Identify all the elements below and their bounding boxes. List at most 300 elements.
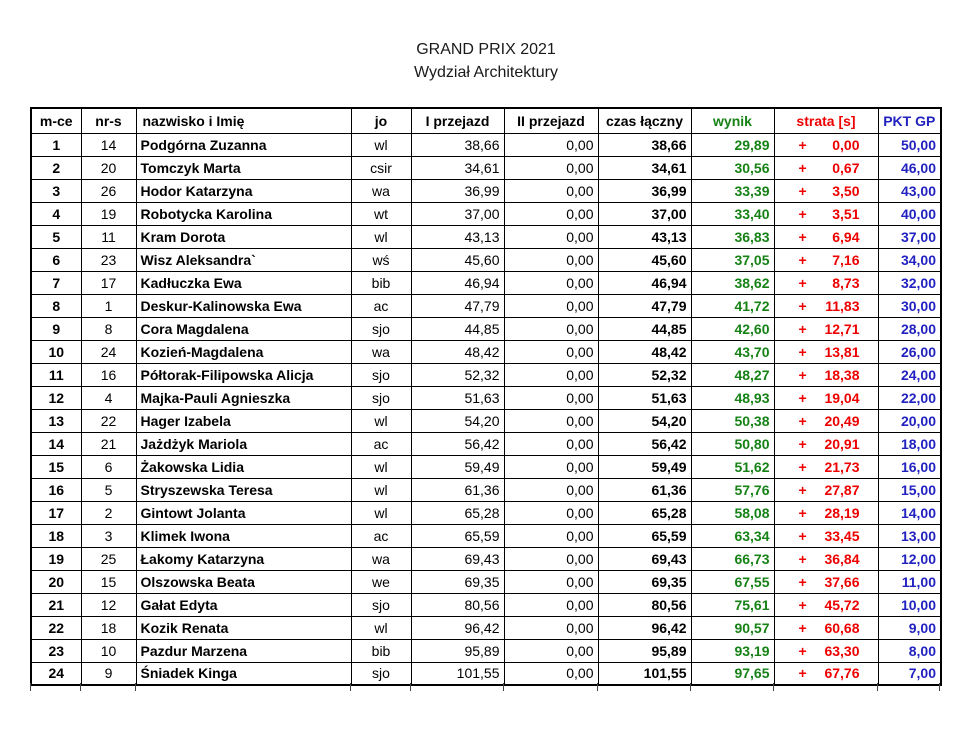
cell-total: 69,35 — [598, 570, 691, 593]
table-row — [31, 363, 941, 386]
cell-bib: 15 — [81, 570, 136, 593]
cell-place: 16 — [31, 478, 81, 501]
loss-plus-sign: + — [798, 320, 807, 337]
cell-bib: 22 — [81, 409, 136, 432]
table-row — [31, 409, 941, 432]
cell-points: 22,00 — [878, 386, 941, 409]
cell-run1: 34,61 — [411, 156, 504, 179]
table-row — [31, 248, 941, 271]
cell-points: 34,00 — [878, 248, 941, 271]
cell-loss — [774, 386, 878, 409]
cell-loss — [774, 639, 878, 662]
cell-run2: 0,00 — [504, 455, 598, 478]
cell-jo: wa — [351, 547, 411, 570]
cell-jo: wl — [351, 133, 411, 156]
table-row — [31, 616, 941, 639]
cell-loss — [774, 317, 878, 340]
cell-loss — [774, 662, 878, 685]
cell-points: 32,00 — [878, 271, 941, 294]
cell-jo: wś — [351, 248, 411, 271]
cell-bib: 21 — [81, 432, 136, 455]
cell-place: 9 — [31, 317, 81, 340]
table-row — [31, 639, 941, 662]
cell-run2: 0,00 — [504, 386, 598, 409]
cell-result: 51,62 — [691, 455, 774, 478]
cell-name: Śniadek Kinga — [136, 662, 351, 685]
loss-plus-sign: + — [798, 182, 807, 199]
loss-value: 27,87 — [824, 481, 860, 498]
cell-result: 63,34 — [691, 524, 774, 547]
cell-jo: ac — [351, 294, 411, 317]
header-loss: strata [s] — [774, 108, 878, 133]
cell-jo: sjo — [351, 317, 411, 340]
cell-run2: 0,00 — [504, 570, 598, 593]
loss-value: 6,94 — [832, 228, 860, 245]
table-row — [31, 432, 941, 455]
table-bottom-gridline-stubs — [30, 683, 940, 691]
cell-result: 37,05 — [691, 248, 774, 271]
cell-name: Jażdżyk Mariola — [136, 432, 351, 455]
cell-result: 93,19 — [691, 639, 774, 662]
loss-value: 11,83 — [825, 297, 860, 314]
cell-loss — [774, 455, 878, 478]
loss-plus-sign: + — [798, 205, 807, 222]
cell-jo: ac — [351, 524, 411, 547]
loss-plus-sign: + — [798, 550, 807, 567]
cell-result: 41,72 — [691, 294, 774, 317]
table-row — [31, 478, 941, 501]
loss-value: 37,66 — [824, 573, 860, 590]
table-row — [31, 570, 941, 593]
cell-run2: 0,00 — [504, 271, 598, 294]
cell-loss — [774, 547, 878, 570]
cell-run1: 36,99 — [411, 179, 504, 202]
loss-plus-sign: + — [798, 596, 807, 613]
cell-run1: 65,59 — [411, 524, 504, 547]
cell-total: 80,56 — [598, 593, 691, 616]
cell-points: 30,00 — [878, 294, 941, 317]
cell-name: Klimek Iwona — [136, 524, 351, 547]
cell-jo: sjo — [351, 386, 411, 409]
cell-run2: 0,00 — [504, 294, 598, 317]
cell-run1: 80,56 — [411, 593, 504, 616]
table-row — [31, 524, 941, 547]
cell-bib: 12 — [81, 593, 136, 616]
cell-points: 24,00 — [878, 363, 941, 386]
cell-name: Hager Izabela — [136, 409, 351, 432]
cell-total: 45,60 — [598, 248, 691, 271]
cell-run2: 0,00 — [504, 409, 598, 432]
cell-total: 52,32 — [598, 363, 691, 386]
cell-points: 9,00 — [878, 616, 941, 639]
cell-place: 11 — [31, 363, 81, 386]
cell-run2: 0,00 — [504, 662, 598, 685]
cell-jo: wt — [351, 202, 411, 225]
cell-result: 29,89 — [691, 133, 774, 156]
cell-total: 48,42 — [598, 340, 691, 363]
cell-result: 58,08 — [691, 501, 774, 524]
cell-total: 96,42 — [598, 616, 691, 639]
table-row — [31, 501, 941, 524]
cell-loss — [774, 501, 878, 524]
loss-value: 20,49 — [824, 412, 860, 429]
cell-name: Wisz Aleksandra` — [136, 248, 351, 271]
cell-points: 16,00 — [878, 455, 941, 478]
cell-place: 12 — [31, 386, 81, 409]
cell-result: 66,73 — [691, 547, 774, 570]
cell-bib: 24 — [81, 340, 136, 363]
cell-loss — [774, 524, 878, 547]
cell-jo: csir — [351, 156, 411, 179]
cell-points: 11,00 — [878, 570, 941, 593]
loss-plus-sign: + — [798, 481, 807, 498]
cell-result: 38,62 — [691, 271, 774, 294]
cell-points: 26,00 — [878, 340, 941, 363]
cell-run1: 96,42 — [411, 616, 504, 639]
cell-result: 30,56 — [691, 156, 774, 179]
cell-total: 65,59 — [598, 524, 691, 547]
loss-value: 28,19 — [824, 504, 860, 521]
header-place: m-ce — [31, 108, 81, 133]
cell-place: 13 — [31, 409, 81, 432]
cell-run1: 101,55 — [411, 662, 504, 685]
cell-place: 10 — [31, 340, 81, 363]
cell-run1: 61,36 — [411, 478, 504, 501]
loss-plus-sign: + — [798, 136, 807, 153]
cell-result: 50,80 — [691, 432, 774, 455]
cell-result: 48,93 — [691, 386, 774, 409]
loss-value: 33,45 — [824, 527, 860, 544]
cell-name: Podgórna Zuzanna — [136, 133, 351, 156]
loss-value: 3,50 — [832, 182, 860, 199]
cell-place: 5 — [31, 225, 81, 248]
cell-place: 21 — [31, 593, 81, 616]
cell-place: 15 — [31, 455, 81, 478]
cell-total: 43,13 — [598, 225, 691, 248]
cell-name: Półtorak-Filipowska Alicja — [136, 363, 351, 386]
loss-plus-sign: + — [798, 435, 807, 452]
cell-run1: 43,13 — [411, 225, 504, 248]
cell-jo: we — [351, 570, 411, 593]
cell-run1: 59,49 — [411, 455, 504, 478]
loss-plus-sign: + — [798, 504, 807, 521]
header-total: czas łączny — [598, 108, 691, 133]
loss-plus-sign: + — [798, 343, 807, 360]
cell-bib: 20 — [81, 156, 136, 179]
cell-run2: 0,00 — [504, 616, 598, 639]
cell-bib: 6 — [81, 455, 136, 478]
cell-loss — [774, 432, 878, 455]
cell-result: 33,40 — [691, 202, 774, 225]
loss-value: 20,91 — [824, 435, 860, 452]
cell-name: Deskur-Kalinowska Ewa — [136, 294, 351, 317]
cell-run2: 0,00 — [504, 225, 598, 248]
cell-run2: 0,00 — [504, 432, 598, 455]
cell-points: 18,00 — [878, 432, 941, 455]
table-row — [31, 133, 941, 156]
loss-plus-sign: + — [798, 159, 807, 176]
loss-plus-sign: + — [798, 366, 807, 383]
cell-total: 95,89 — [598, 639, 691, 662]
cell-run1: 52,32 — [411, 363, 504, 386]
cell-bib: 11 — [81, 225, 136, 248]
cell-place: 18 — [31, 524, 81, 547]
loss-value: 13,81 — [824, 343, 860, 360]
loss-value: 45,72 — [824, 596, 860, 613]
cell-points: 20,00 — [878, 409, 941, 432]
loss-plus-sign: + — [798, 297, 807, 314]
header-run2: II przejazd — [504, 108, 598, 133]
loss-value: 8,73 — [832, 274, 860, 291]
cell-run2: 0,00 — [504, 248, 598, 271]
cell-bib: 2 — [81, 501, 136, 524]
header-name: nazwisko i Imię — [136, 108, 351, 133]
cell-name: Kadłuczka Ewa — [136, 271, 351, 294]
cell-run1: 65,28 — [411, 501, 504, 524]
cell-points: 43,00 — [878, 179, 941, 202]
loss-plus-sign: + — [798, 228, 807, 245]
cell-total: 34,61 — [598, 156, 691, 179]
cell-loss — [774, 271, 878, 294]
cell-place: 1 — [31, 133, 81, 156]
cell-bib: 16 — [81, 363, 136, 386]
cell-place: 8 — [31, 294, 81, 317]
header-points: PKT GP — [878, 108, 941, 133]
cell-result: 33,39 — [691, 179, 774, 202]
cell-bib: 26 — [81, 179, 136, 202]
title-line-2: Wydział Architektury — [414, 64, 558, 81]
cell-total: 46,94 — [598, 271, 691, 294]
title-line-1: GRAND PRIX 2021 — [416, 41, 556, 58]
cell-place: 2 — [31, 156, 81, 179]
cell-bib: 3 — [81, 524, 136, 547]
cell-name: Cora Magdalena — [136, 317, 351, 340]
cell-run1: 48,42 — [411, 340, 504, 363]
cell-jo: wl — [351, 616, 411, 639]
cell-run2: 0,00 — [504, 593, 598, 616]
loss-plus-sign: + — [798, 274, 807, 291]
cell-bib: 10 — [81, 639, 136, 662]
cell-run1: 51,63 — [411, 386, 504, 409]
cell-points: 28,00 — [878, 317, 941, 340]
cell-points: 37,00 — [878, 225, 941, 248]
cell-bib: 19 — [81, 202, 136, 225]
cell-place: 6 — [31, 248, 81, 271]
cell-jo: wa — [351, 179, 411, 202]
cell-run2: 0,00 — [504, 317, 598, 340]
cell-run1: 95,89 — [411, 639, 504, 662]
loss-plus-sign: + — [798, 573, 807, 590]
cell-bib: 23 — [81, 248, 136, 271]
cell-total: 47,79 — [598, 294, 691, 317]
cell-total: 65,28 — [598, 501, 691, 524]
cell-result: 36,83 — [691, 225, 774, 248]
table-row — [31, 547, 941, 570]
cell-points: 8,00 — [878, 639, 941, 662]
cell-run1: 47,79 — [411, 294, 504, 317]
loss-value: 12,71 — [824, 320, 860, 337]
cell-place: 23 — [31, 639, 81, 662]
cell-jo: sjo — [351, 593, 411, 616]
loss-plus-sign: + — [798, 389, 807, 406]
cell-result: 48,27 — [691, 363, 774, 386]
cell-bib: 8 — [81, 317, 136, 340]
cell-points: 7,00 — [878, 662, 941, 685]
table-row — [31, 455, 941, 478]
cell-run2: 0,00 — [504, 202, 598, 225]
cell-bib: 9 — [81, 662, 136, 685]
table-row — [31, 225, 941, 248]
cell-bib: 4 — [81, 386, 136, 409]
header-row — [31, 108, 941, 133]
cell-name: Łakomy Katarzyna — [136, 547, 351, 570]
loss-plus-sign: + — [798, 619, 807, 636]
cell-run1: 69,43 — [411, 547, 504, 570]
cell-name: Kram Dorota — [136, 225, 351, 248]
table-row — [31, 340, 941, 363]
cell-run1: 46,94 — [411, 271, 504, 294]
table-row — [31, 156, 941, 179]
results-table — [30, 107, 942, 686]
cell-place: 24 — [31, 662, 81, 685]
loss-value: 0,00 — [832, 136, 860, 153]
page-title — [0, 38, 972, 84]
cell-result: 75,61 — [691, 593, 774, 616]
header-result: wynik — [691, 108, 774, 133]
cell-name: Pazdur Marzena — [136, 639, 351, 662]
cell-name: Stryszewska Teresa — [136, 478, 351, 501]
cell-loss — [774, 202, 878, 225]
cell-run1: 54,20 — [411, 409, 504, 432]
cell-place: 19 — [31, 547, 81, 570]
cell-jo: wa — [351, 340, 411, 363]
cell-place: 14 — [31, 432, 81, 455]
cell-points: 10,00 — [878, 593, 941, 616]
cell-result: 90,57 — [691, 616, 774, 639]
cell-result: 67,55 — [691, 570, 774, 593]
cell-run2: 0,00 — [504, 547, 598, 570]
cell-jo: bib — [351, 271, 411, 294]
cell-run2: 0,00 — [504, 133, 598, 156]
cell-bib: 18 — [81, 616, 136, 639]
cell-bib: 17 — [81, 271, 136, 294]
cell-loss — [774, 593, 878, 616]
cell-place: 17 — [31, 501, 81, 524]
cell-total: 38,66 — [598, 133, 691, 156]
cell-name: Kozik Renata — [136, 616, 351, 639]
cell-place: 22 — [31, 616, 81, 639]
loss-value: 67,76 — [824, 665, 860, 682]
loss-value: 63,30 — [824, 642, 860, 659]
loss-plus-sign: + — [798, 412, 807, 429]
header-bib: nr-s — [81, 108, 136, 133]
cell-run2: 0,00 — [504, 478, 598, 501]
cell-total: 44,85 — [598, 317, 691, 340]
cell-place: 4 — [31, 202, 81, 225]
cell-place: 7 — [31, 271, 81, 294]
cell-total: 59,49 — [598, 455, 691, 478]
cell-run2: 0,00 — [504, 639, 598, 662]
cell-points: 46,00 — [878, 156, 941, 179]
cell-run2: 0,00 — [504, 363, 598, 386]
cell-run1: 69,35 — [411, 570, 504, 593]
cell-loss — [774, 179, 878, 202]
cell-name: Gałat Edyta — [136, 593, 351, 616]
cell-total: 51,63 — [598, 386, 691, 409]
cell-run1: 56,42 — [411, 432, 504, 455]
cell-result: 57,76 — [691, 478, 774, 501]
cell-points: 15,00 — [878, 478, 941, 501]
cell-run1: 45,60 — [411, 248, 504, 271]
table-row — [31, 662, 941, 685]
loss-plus-sign: + — [798, 642, 807, 659]
cell-loss — [774, 248, 878, 271]
cell-bib: 25 — [81, 547, 136, 570]
cell-name: Gintowt Jolanta — [136, 501, 351, 524]
cell-loss — [774, 363, 878, 386]
cell-jo: wl — [351, 409, 411, 432]
cell-points: 13,00 — [878, 524, 941, 547]
loss-value: 18,38 — [824, 366, 860, 383]
cell-run2: 0,00 — [504, 156, 598, 179]
cell-result: 50,38 — [691, 409, 774, 432]
cell-run1: 38,66 — [411, 133, 504, 156]
loss-value: 3,51 — [832, 205, 860, 222]
cell-bib: 5 — [81, 478, 136, 501]
cell-total: 56,42 — [598, 432, 691, 455]
cell-points: 40,00 — [878, 202, 941, 225]
cell-run1: 44,85 — [411, 317, 504, 340]
cell-total: 101,55 — [598, 662, 691, 685]
loss-value: 7,16 — [832, 251, 860, 268]
cell-jo: wl — [351, 501, 411, 524]
table-row — [31, 317, 941, 340]
cell-name: Olszowska Beata — [136, 570, 351, 593]
cell-loss — [774, 156, 878, 179]
cell-jo: wl — [351, 478, 411, 501]
table-row — [31, 593, 941, 616]
table-row — [31, 271, 941, 294]
cell-run2: 0,00 — [504, 340, 598, 363]
table-row — [31, 386, 941, 409]
cell-result: 97,65 — [691, 662, 774, 685]
cell-points: 12,00 — [878, 547, 941, 570]
cell-run2: 0,00 — [504, 501, 598, 524]
cell-name: Kozień-Magdalena — [136, 340, 351, 363]
cell-points: 14,00 — [878, 501, 941, 524]
cell-total: 37,00 — [598, 202, 691, 225]
cell-name: Hodor Katarzyna — [136, 179, 351, 202]
table-row — [31, 179, 941, 202]
cell-jo: sjo — [351, 662, 411, 685]
cell-place: 20 — [31, 570, 81, 593]
cell-jo: bib — [351, 639, 411, 662]
header-run1: I przejazd — [411, 108, 504, 133]
loss-plus-sign: + — [798, 665, 807, 682]
cell-loss — [774, 478, 878, 501]
cell-loss — [774, 133, 878, 156]
cell-jo: wl — [351, 455, 411, 478]
cell-name: Tomczyk Marta — [136, 156, 351, 179]
table-row — [31, 294, 941, 317]
cell-bib: 14 — [81, 133, 136, 156]
cell-place: 3 — [31, 179, 81, 202]
cell-run2: 0,00 — [504, 179, 598, 202]
loss-value: 36,84 — [824, 550, 860, 567]
loss-plus-sign: + — [798, 458, 807, 475]
cell-name: Żakowska Lidia — [136, 455, 351, 478]
cell-loss — [774, 294, 878, 317]
